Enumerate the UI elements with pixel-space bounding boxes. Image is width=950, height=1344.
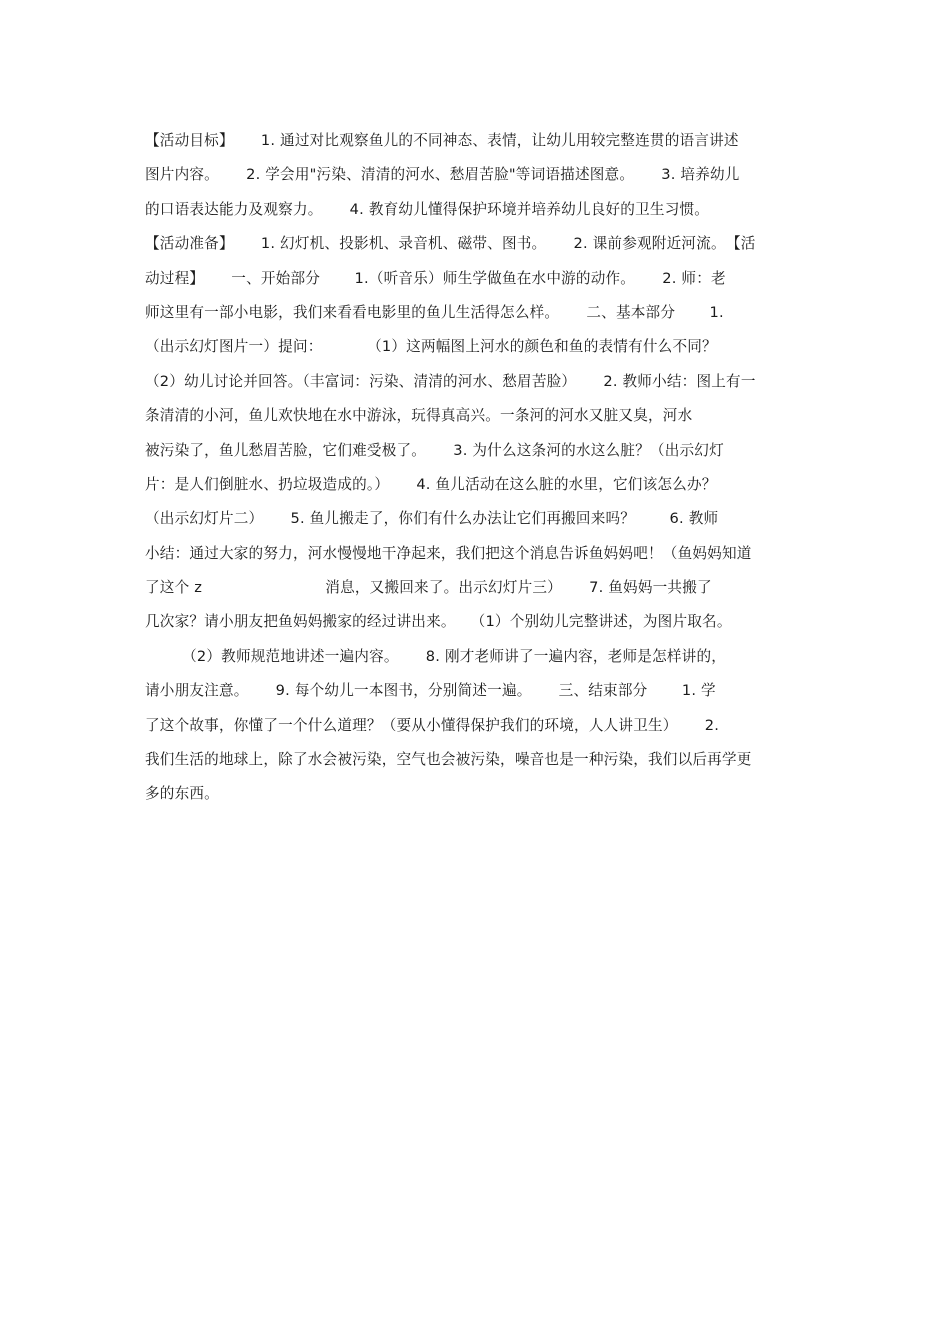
text-line: 片：是人们倒脏水、扔垃圾造成的。） 4. 鱼儿活动在这么脏的水里，它们该怎么办？ xyxy=(145,475,717,493)
text-line: 了这个故事，你懂了一个什么道理？（要从小懂得保护我们的环境，人人讲卫生） 2. xyxy=(145,716,720,734)
text-line: 【活动准备】 1. 幻灯机、投影机、录音机、磁带、图书。 2. 课前参观附近河流。 【活 xyxy=(145,235,756,253)
text-line: 的口语表达能力及观察力。 4. 教育幼儿懂得保护环境并培养幼儿良好的卫生习惯。 xyxy=(145,200,710,218)
text-line: （2）教师规范地讲述一遍内容。 8. 刚才老师讲了一遍内容，老师是怎样讲的， xyxy=(145,647,727,665)
document-body xyxy=(145,124,825,812)
text-line: （2）幼儿讨论并回答。（丰富词：污染、清清的河水、愁眉苦脸） 2. 教师小结：图上有一 xyxy=(145,372,756,390)
text-line: 小结：通过大家的努力，河水慢慢地干净起来，我们把这个消息告诉鱼妈妈吧！（鱼妈妈知道 xyxy=(145,544,752,562)
text-line: 了这个 z 消息，又搬回来了。出示幻灯片三） 7. 鱼妈妈一共搬了 xyxy=(145,579,712,597)
text-line: 图片内容。 2. 学会用"污染、清清的河水、愁眉苦脸"等词语描述图意。 3. 培养幼儿 xyxy=(145,166,740,184)
text-line: （出示幻灯片二） 5. 鱼儿搬走了，你们有什么办法让它们再搬回来吗？ 6. 教师 xyxy=(145,510,719,528)
text-line: 几次家？请小朋友把鱼妈妈搬家的经过讲出来。 （1）个别幼儿完整讲述，为图片取名。 xyxy=(145,613,732,631)
text-line: 动过程】 一、开始部分 1.（听音乐）师生学做鱼在水中游的动作。 2. 师：老 xyxy=(145,269,726,287)
text-line: 条清清的小河，鱼儿欢快地在水中游泳，玩得真高兴。一条河的河水又脏又臭，河水 xyxy=(145,407,693,425)
text-line: 被污染了，鱼儿愁眉苦脸，它们难受极了。 3. 为什么这条河的水这么脏？（出示幻灯 xyxy=(145,441,724,459)
text-line: （出示幻灯图片一）提问： （1）这两幅图上河水的颜色和鱼的表情有什么不同？ xyxy=(145,338,717,356)
text-line: 师这里有一部小电影，我们来看看电影里的鱼儿生活得怎么样。 二、基本部分 1. xyxy=(145,303,724,321)
text-line: 请小朋友注意。 9. 每个幼儿一本图书，分别简述一遍。 三、结束部分 1. 学 xyxy=(145,682,716,700)
text-line: 【活动目标】 1. 通过对比观察鱼儿的不同神态、表情，让幼儿用较完整连贯的语言讲述 xyxy=(145,132,739,149)
text-line: 我们生活的地球上，除了水会被污染，空气也会被污染，噪音也是一种污染，我们以后再学更 xyxy=(145,751,752,769)
text-line: 多的东西。 xyxy=(145,785,219,803)
